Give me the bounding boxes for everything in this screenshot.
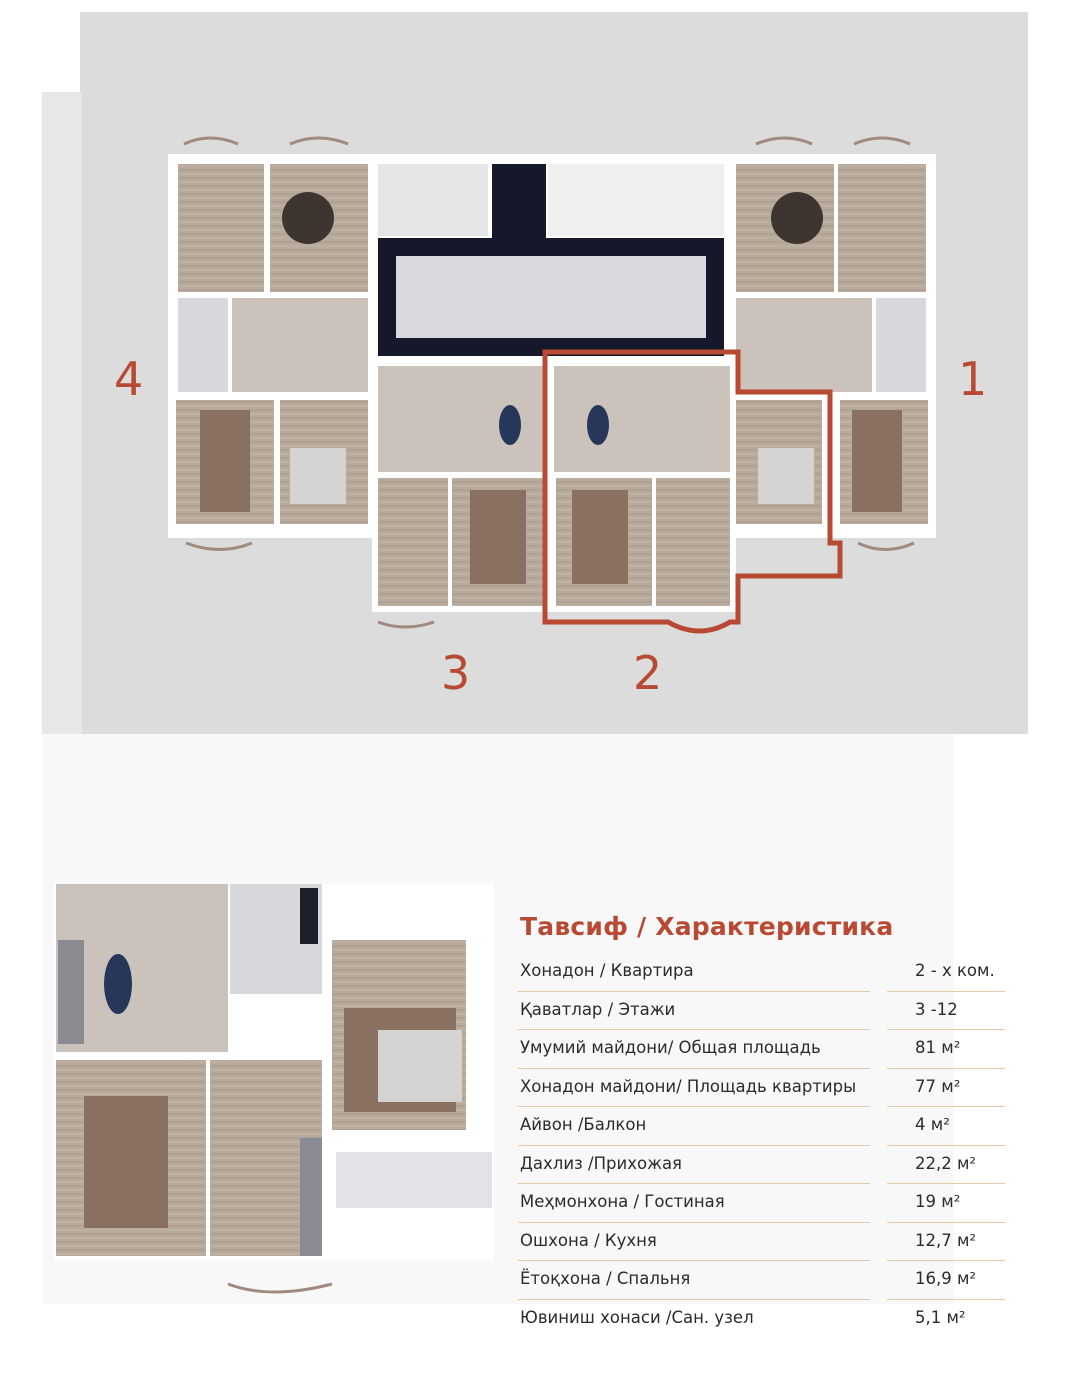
unit-number-2: 2	[633, 646, 663, 700]
spec-label: Ювиниш хонаси /Сан. узел	[520, 1307, 754, 1327]
room-hall-1	[736, 298, 872, 392]
spec-row	[518, 1261, 1008, 1300]
spec-label: Ошхона / Кухня	[520, 1230, 657, 1250]
unit-number-1: 1	[958, 352, 988, 406]
spec-value: 81 м²	[915, 1038, 961, 1057]
spec-value: 16,9 м²	[915, 1269, 977, 1288]
spec-row	[518, 1030, 1008, 1069]
room-hall-3	[378, 366, 546, 472]
spec-title: Тавсиф / Характеристика	[520, 912, 894, 941]
spec-value: 22,2 м²	[915, 1153, 977, 1173]
spec-table	[518, 912, 1008, 1338]
spec-label: Айвон /Балкон	[520, 1115, 647, 1134]
spec-row	[518, 1223, 1008, 1262]
spec-value: 3 -12	[915, 999, 958, 1019]
unit-number-3: 3	[441, 646, 471, 700]
spec-row	[518, 1107, 1008, 1146]
spec-label: Ётоқхона / Спальня	[520, 1269, 691, 1288]
room-hall-2	[554, 366, 730, 472]
room-kitchen-2	[656, 478, 730, 606]
spec-row	[518, 992, 1008, 1031]
spec-value: 19 м²	[915, 1192, 961, 1211]
spec-value: 77 м²	[915, 1076, 961, 1096]
room-kitchen-3	[378, 478, 448, 606]
spec-value: 4 м²	[915, 1115, 950, 1134]
spec-value: 12,7 м²	[915, 1230, 977, 1250]
spec-value: 5,1 м²	[915, 1307, 966, 1327]
spec-label: Хонадон / Квартира	[520, 961, 694, 980]
spec-label: Хонадон майдони/ Площадь квартиры	[520, 1076, 857, 1096]
pool	[396, 256, 706, 338]
room-bedroom-4a	[178, 164, 264, 292]
spec-row	[518, 1069, 1008, 1108]
spec-label: Дахлиз /Прихожая	[520, 1153, 682, 1173]
spec-label: Меҳмонхона / Гостиная	[520, 1192, 725, 1211]
spec-label: Қаватлар / Этажи	[520, 999, 676, 1019]
spec-value: 2 - х ком.	[915, 961, 995, 980]
spec-row	[518, 1300, 1008, 1339]
spec-row	[518, 1146, 1008, 1185]
room-bedroom-1a	[838, 164, 926, 292]
spec-label: Умумий майдони/ Общая площадь	[520, 1038, 821, 1057]
spec-row	[518, 1184, 1008, 1223]
detail-balcony	[336, 1152, 492, 1208]
room-hall-4	[232, 298, 368, 392]
unit-number-4: 4	[114, 352, 144, 406]
spec-row	[518, 953, 1008, 992]
